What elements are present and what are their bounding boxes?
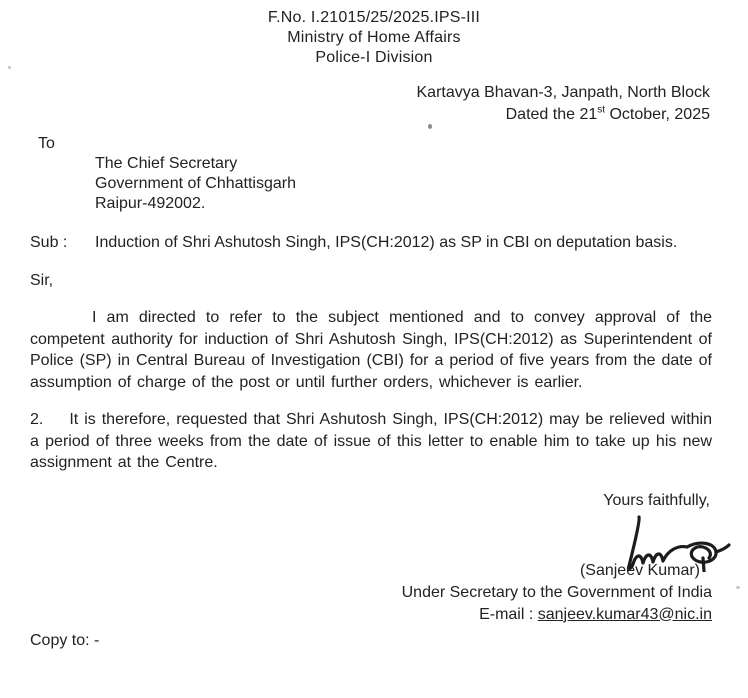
paragraph-1: I am directed to refer to the subject mentioned and to convey approval of the competent authority for induction of Shri Ashutosh Singh, IPS(CH:2012) as Superintendent of Police (SP) in Central Bureau of Investigation (CBI) for a period of five years from the date of assumption of charge of the post or until further orders, whichever is earlier. <box>30 309 712 391</box>
scan-speck <box>428 124 432 129</box>
scan-speck <box>736 586 740 589</box>
letter-date <box>0 104 710 126</box>
file-number: F.No. I.21015/25/2025.IPS-III <box>267 9 481 26</box>
division-name: Police-I Division <box>315 49 433 66</box>
origin-address: Kartavya Bhavan-3, Janpath, North Block <box>416 84 710 101</box>
copy-to-label: Copy to: - <box>30 631 100 649</box>
signatory-name: (Sanjeev Kumar) <box>579 561 700 579</box>
email-address: sanjeev.kumar43@nic.in <box>537 605 712 623</box>
letter-header <box>0 8 748 68</box>
recipient-address <box>0 154 748 214</box>
date-prefix: Dated the 21 <box>505 106 598 123</box>
email-label: E-mail : <box>479 605 538 623</box>
origin-block <box>0 82 748 126</box>
recipient-line: The Chief Secretary <box>95 155 238 172</box>
paragraph-2 <box>0 409 748 474</box>
scan-speck <box>8 66 11 69</box>
date-ordinal: st <box>597 104 606 116</box>
paragraph-2-text: It is therefore, requested that Shri Ashutosh Singh, IPS(CH:2012) may be relieved within a period of three weeks from the date of issue of this letter to enable him to take up his new assignment at the Centre. <box>30 411 712 471</box>
subject-row <box>0 232 748 254</box>
salutation: Sir, <box>30 272 54 289</box>
signatory-title: Under Secretary to the Government of India <box>401 583 712 601</box>
date-rest: October, 2025 <box>605 106 710 123</box>
email-line <box>0 604 748 626</box>
recipient-line: Raipur-492002. <box>95 195 206 212</box>
subject-label: Sub : <box>30 234 68 251</box>
closing: Yours faithfully, <box>603 491 710 509</box>
subject-text: Induction of Shri Ashutosh Singh, IPS(CH:2012) as SP in CBI on deputation basis. <box>95 234 678 251</box>
to-label: To <box>38 135 55 152</box>
paragraph-2-number: 2. <box>30 411 44 428</box>
recipient-line: Government of Chhattisgarh <box>95 175 296 192</box>
ministry-name: Ministry of Home Affairs <box>287 29 461 46</box>
signature-area <box>0 514 748 566</box>
